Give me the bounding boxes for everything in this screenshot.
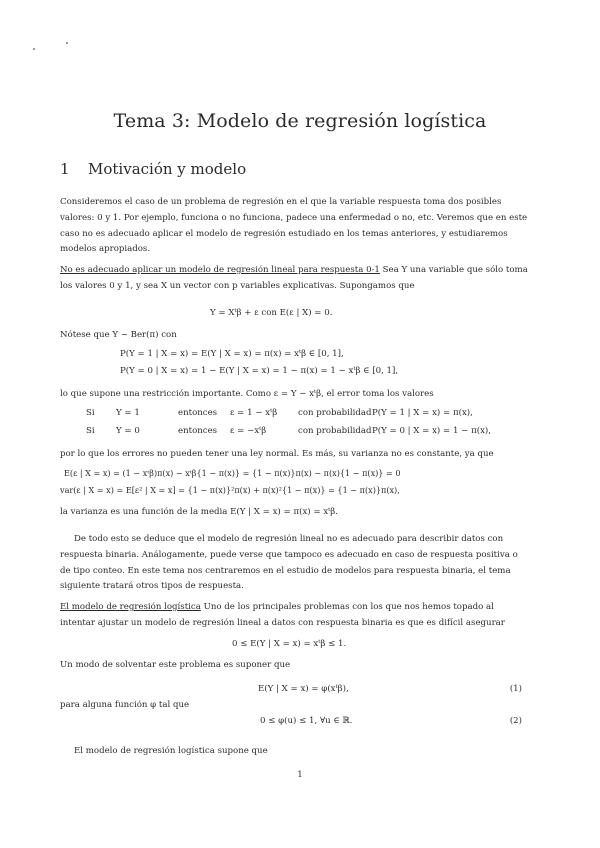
page-title: Tema 3: Modelo de regresión logística <box>113 110 487 132</box>
section-number: 1 <box>60 160 70 178</box>
case-prob-label: con probabilidad <box>298 426 372 436</box>
paragraph-variance-function: la varianza es una función de la media E(Y | X = x) = π(x) = xᵗβ. <box>60 507 338 517</box>
paragraph-body: Uno de los principales problemas con los que nos hemos topado al intentar ajustar un modelo de regresión lineal a datos con respuesta binaria es que es difícil asegurar <box>60 602 505 628</box>
scan-speck <box>33 48 35 50</box>
equation-bound: 0 ≤ E(Y | X = x) = xᵗβ ≤ 1. <box>232 639 347 649</box>
paragraph-bernoulli: Nótese que Y ~ Ber(π) con <box>60 330 177 340</box>
scan-speck <box>66 42 68 44</box>
paragraph-logistic-assumption: El modelo de regresión logística supone que <box>74 746 268 756</box>
paragraph-conclusion: De todo esto se deduce que el modelo de regresión lineal no es adecuado para describir datos con respuesta binaria. Análogamente, puede verse que tampoco es adecuado en caso de respuesta positiva o de tipo conteo. En este tema nos centraremos en el estudio de modelos para respuesta binaria, el tema siguiente tratará otros tipos de respuesta. <box>60 534 518 592</box>
paragraph-solution: Un modo de solventar este problema es suponer que <box>60 660 291 670</box>
paragraph-not-adequate <box>60 263 530 295</box>
case-condition: Y = 0 <box>116 426 140 436</box>
case-prob-value: P(Y = 0 | X = x) = 1 − π(x), <box>372 426 492 436</box>
paragraph-restriction: lo que supone una restricción importante. Como ε = Y − xᵗβ, el error toma los valores <box>60 389 434 399</box>
paragraph-function: para alguna función φ tal que <box>60 700 190 710</box>
equation-prob-zero: P(Y = 0 | X = x) = 1 − E(Y | X = x) = 1 − π(x) = 1 − xᵗβ ∈ [0, 1], <box>120 366 399 376</box>
paragraph-non-normal: por lo que los errores no pueden tener una ley normal. Es más, su varianza no es constante, ya que <box>60 449 494 459</box>
equation-error-variance: var(ε | X = x) = E[ε² | X = x] = {1 − π(x)}²π(x) + π(x)²{1 − π(x)} = {1 − π(x)}π(x), <box>60 485 400 495</box>
case-prob-value: P(Y = 1 | X = x) = π(x), <box>372 408 473 418</box>
paragraph-logistic-model <box>60 600 530 632</box>
paragraph-heading: El modelo de regresión logística <box>60 602 201 612</box>
case-prob-label: con probabilidad <box>298 408 372 418</box>
case-condition: Y = 1 <box>116 408 140 418</box>
equation-number-two: (2) <box>509 716 522 726</box>
equation-number-one: (1) <box>509 684 522 694</box>
case-si: Si <box>86 426 95 436</box>
equation-error-mean: E(ε | X = x) = (1 − xᵗβ)π(x) − xᵗβ{1 − π(x)} = {1 − π(x)}π(x) − π(x){1 − π(x)} = 0 <box>64 468 401 478</box>
equation-linear-model: Y = Xᵗβ + ε con E(ε | X) = 0. <box>210 308 333 318</box>
paragraph-intro: Consideremos el caso de un problema de regresión en el que la variable respuesta toma dos posibles valores: 0 y 1. Por ejemplo, funciona o no funciona, padece una enfermedad o no, etc. Veremos que en este caso no es adecuado aplicar el modelo de regresión estudiado en los temas anteriores, y estudiaremos modelos apropiados. <box>60 197 528 255</box>
paragraph-heading: No es adecuado aplicar un modelo de regresión lineal para respuesta 0-1 <box>60 265 380 275</box>
equation-two: 0 ≤ φ(u) ≤ 1, ∀u ∈ ℝ. <box>260 716 353 726</box>
case-si: Si <box>86 408 95 418</box>
page-number: 1 <box>297 770 303 780</box>
section-title: Motivación y modelo <box>88 160 247 178</box>
case-then: entonces <box>178 408 218 418</box>
case-then: entonces <box>178 426 218 436</box>
equation-one: E(Y | X = x) = φ(xᵗβ), <box>258 684 349 694</box>
equation-prob-one: P(Y = 1 | X = x) = E(Y | X = x) = π(x) = xᵗβ ∈ [0, 1], <box>120 349 344 359</box>
section-heading <box>60 160 246 178</box>
case-value: ε = 1 − xᵗβ <box>230 408 278 418</box>
case-value: ε = −xᵗβ <box>230 426 267 436</box>
paragraph-body: Sea Y una variable que sólo toma los valores 0 y 1, y sea X un vector con p variables explicativas. Supongamos que <box>60 265 528 291</box>
